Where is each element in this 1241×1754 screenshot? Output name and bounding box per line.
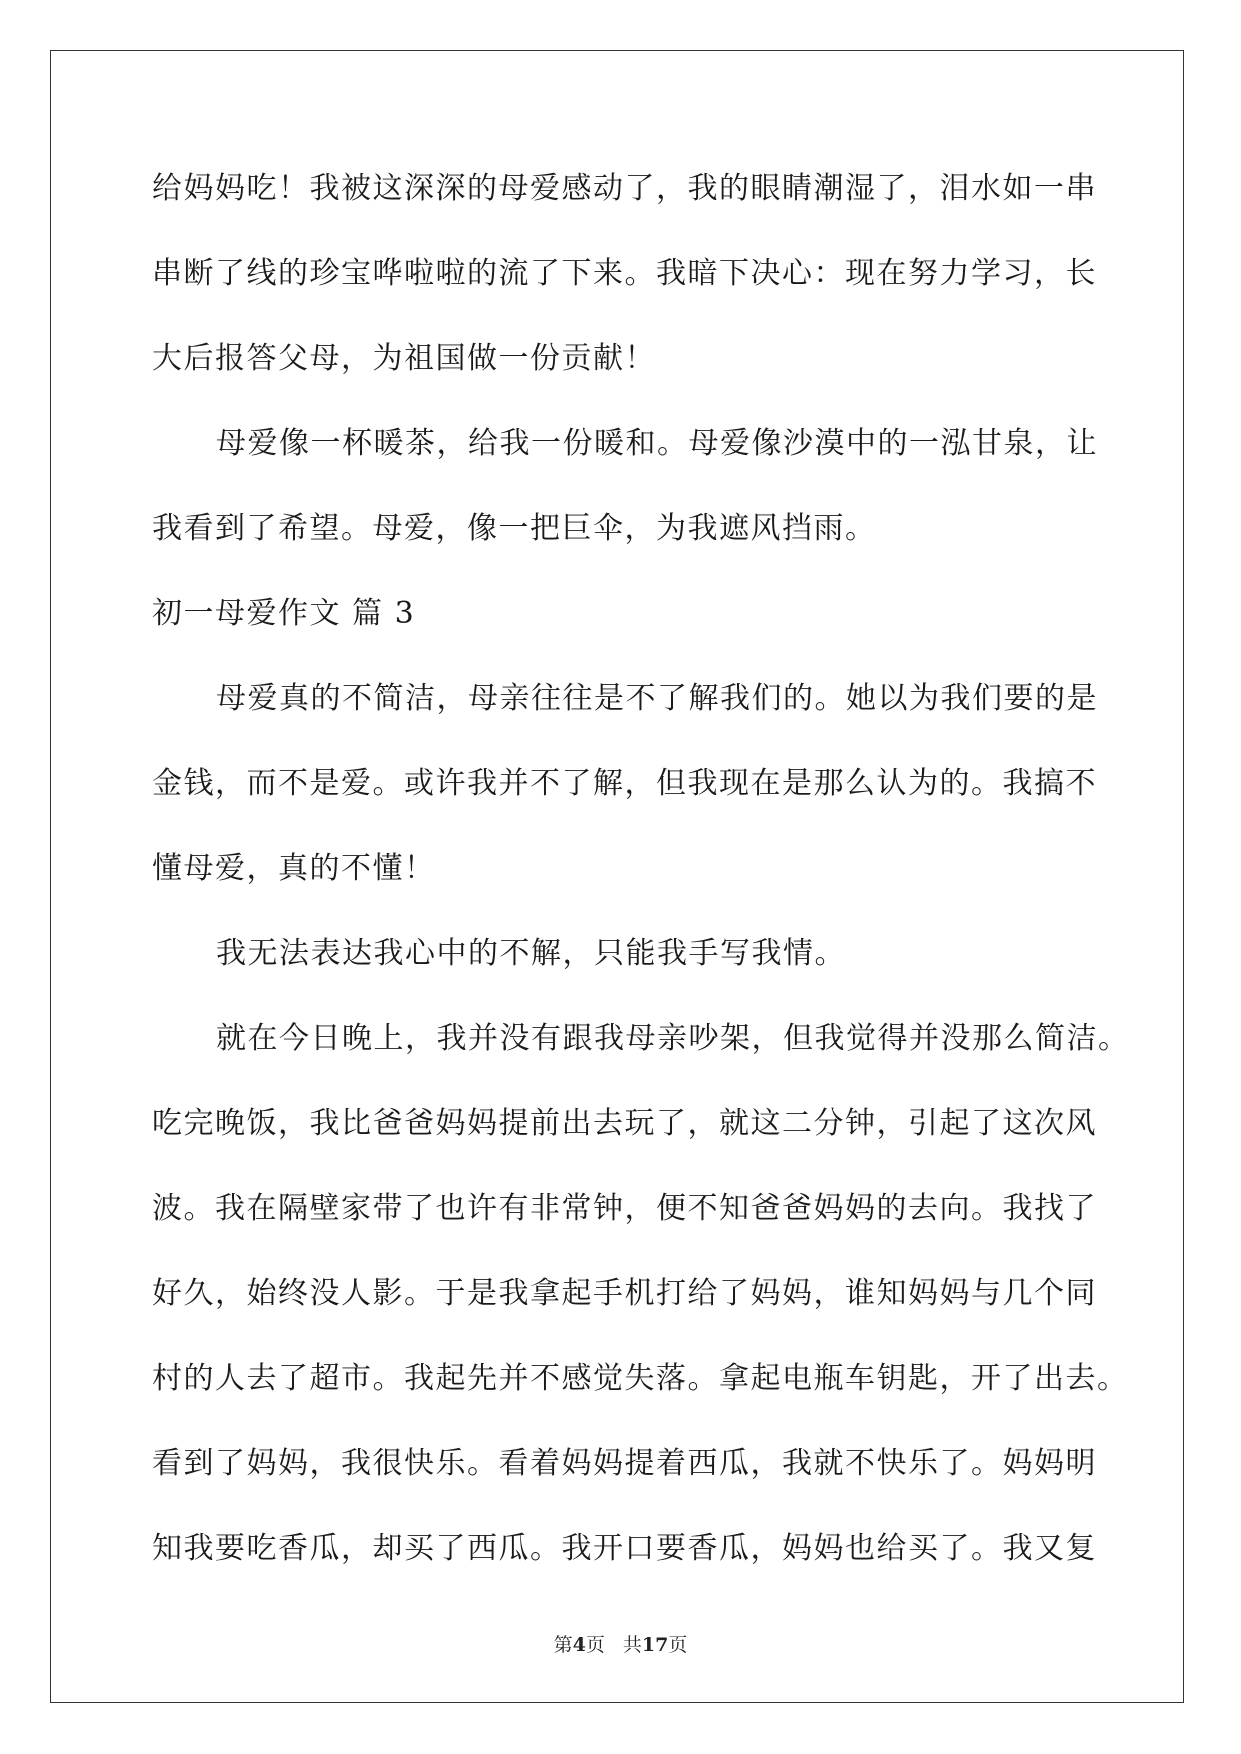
text-line: 就在今日晚上，我并没有跟我母亲吵架，但我觉得并没那么简洁。: [216, 1021, 1130, 1056]
text-line: 村的人去了超市。我起先并不感觉失落。拿起电瓶车钥匙，开了出去。: [152, 1361, 1129, 1396]
page-suffix: 页: [585, 1634, 605, 1656]
text-line: 好久，始终没人影。于是我拿起手机打给了妈妈，谁知妈妈与几个同: [152, 1276, 1097, 1311]
page-number: 4: [572, 1634, 586, 1656]
text-line: 母爱像一杯暖茶，给我一份暖和。母爱像沙漠中的一泓甘泉，让: [216, 426, 1098, 461]
total-suffix: 页: [668, 1634, 688, 1656]
text-line: 看到了妈妈，我很快乐。看着妈妈提着西瓜，我就不快乐了。妈妈明: [152, 1446, 1097, 1481]
text-line: 波。我在隔壁家带了也许有非常钟，便不知爸爸妈妈的去向。我找了: [152, 1191, 1097, 1226]
document-body: [152, 160, 1130, 1605]
total-prefix: 共: [622, 1634, 642, 1656]
text-line: 金钱，而不是爱。或许我并不了解，但我现在是那么认为的。我搞不: [152, 766, 1097, 801]
text-line: 吃完晚饭，我比爸爸妈妈提前出去玩了，就这二分钟，引起了这次风: [152, 1106, 1097, 1141]
section-heading: 初一母爱作文 篇 3: [152, 596, 416, 631]
text-line: 我看到了希望。母爱，像一把巨伞，为我遮风挡雨。: [152, 511, 877, 546]
text-line: 懂母爱，真的不懂！: [152, 851, 436, 886]
text-line: 串断了线的珍宝哗啦啦的流了下来。我暗下决心：现在努力学习，长: [152, 256, 1097, 291]
text-line: 给妈妈吃！我被这深深的母爱感动了，我的眼睛潮湿了，泪水如一串: [152, 171, 1097, 206]
total-pages: 17: [641, 1634, 669, 1656]
page-footer: [0, 1630, 1241, 1657]
text-line: 知我要吃香瓜，却买了西瓜。我开口要香瓜，妈妈也给买了。我又复: [152, 1531, 1097, 1566]
footer-prefix: 第: [553, 1634, 573, 1656]
text-line: 母爱真的不简洁，母亲往往是不了解我们的。她以为我们要的是: [216, 681, 1098, 716]
text-line: 大后报答父母，为祖国做一份贡献！: [152, 341, 656, 376]
text-line: 我无法表达我心中的不解，只能我手写我情。: [216, 936, 846, 971]
